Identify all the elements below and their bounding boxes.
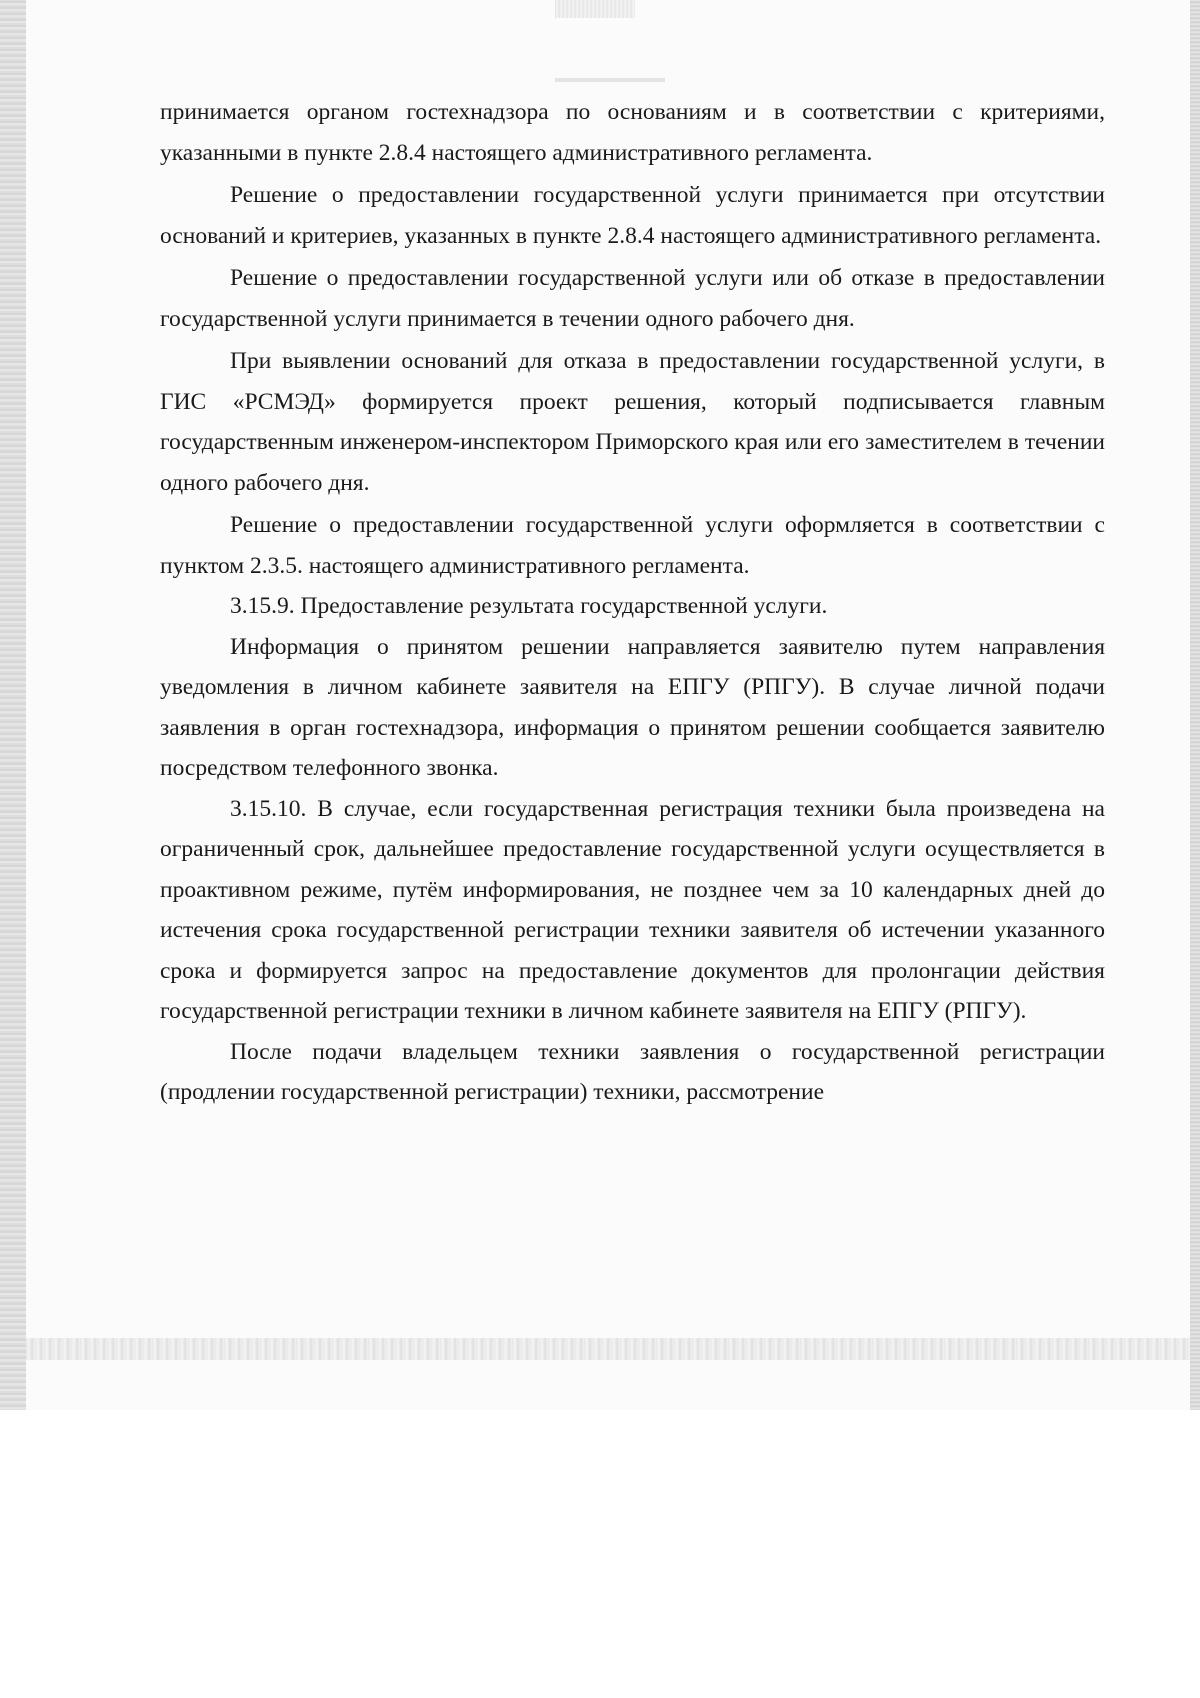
paragraph-5: Решение о предоставлении государственной услуги оформляется в соответствии с пунктом 2.3.5. настоящего административного регламента. <box>160 512 1105 579</box>
scan-artifact-top <box>555 0 635 18</box>
paragraph-7: Информация о принятом решении направляется заявителю путем направления уведомления в личном кабинете заявителя на ЕПГУ (РПГУ). В случае личной подачи заявления в орган гостехнадзора, информация о принятом решении сообщается заявителю посредством телефонного звонка. <box>160 633 1105 781</box>
paragraph-4: При выявлении оснований для отказа в предоставлении государственной услуги, в ГИС «РСМЭД» формируется проект решения, который подписывается главным государственным инженером-инспектором Приморского края или его заместителем в течении одного рабочего дня. <box>160 348 1105 496</box>
paragraph-3: Решение о предоставлении государственной услуги или об отказе в предоставлении государственной услуги принимается в течении одного рабочего дня. <box>160 265 1105 332</box>
paragraph-9: После подачи владельцем техники заявления о государственной регистрации (продлении государственной регистрации) техники, рассмотрение <box>160 1038 1105 1105</box>
document-body <box>160 92 1105 1113</box>
paragraph-1: принимается органом гостехнадзора по основаниям и в соответствии с критериями, указанными в пункте 2.8.4 настоящего административного регламента. <box>160 99 1105 166</box>
scan-artifact-line <box>555 78 665 82</box>
paragraph-2: Решение о предоставлении государственной услуги принимается при отсутствии оснований и критериев, указанных в пункте 2.8.4 настоящего административного регламента. <box>160 182 1105 249</box>
paragraph-6: 3.15.9. Предоставление результата государственной услуги. <box>230 593 828 619</box>
scan-edge-left <box>0 0 26 1410</box>
scan-edge-right <box>1190 0 1200 1410</box>
paragraph-8: 3.15.10. В случае, если государственная регистрация техники была произведена на ограниченный срок, дальнейшее предоставление государственной услуги осуществляется в проактивном режиме, путём информирования, не позднее чем за 10 календарных дней до истечения срока государственной регистрации техники заявителя об истечении указанного срока и формируется запрос на предоставление документов для пролонгации действия государственной регистрации техники в личном кабинете заявителя на ЕПГУ (РПГУ). <box>160 795 1105 1024</box>
scan-edge-bottom <box>26 1338 1190 1360</box>
